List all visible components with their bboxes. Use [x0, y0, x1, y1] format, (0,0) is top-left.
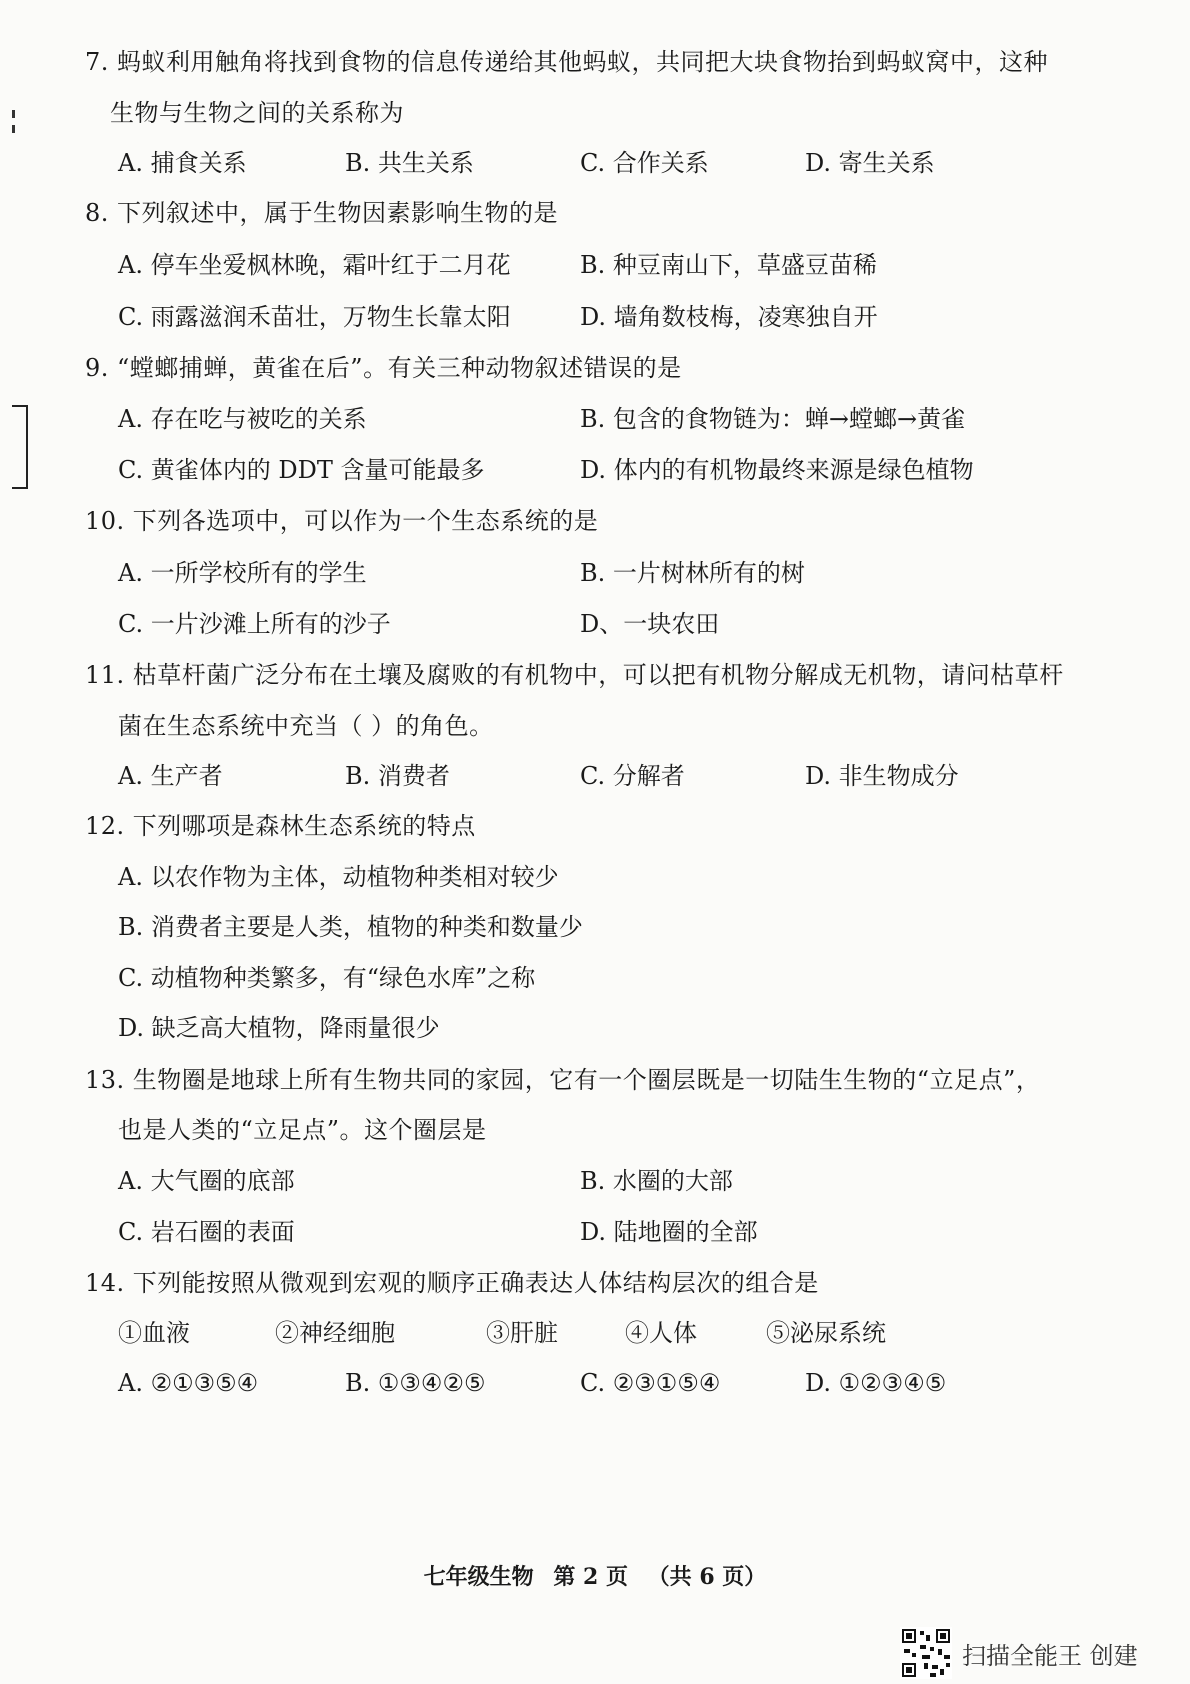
q12-option-a: A. 以农作物为主体，动植物种类相对较少: [118, 863, 559, 891]
q12-stem: 12. 下列哪项是森林生态系统的特点: [85, 812, 476, 840]
q11-option-c: C. 分解者: [580, 762, 685, 790]
binding-bracket: [12, 405, 28, 489]
scanner-watermark-text: 扫描全能王 创建: [962, 1641, 1138, 1670]
margin-mark: [12, 110, 15, 118]
q11-option-d: D. 非生物成分: [805, 762, 959, 790]
q14-option-a: A. ②①③⑤④: [118, 1369, 259, 1397]
q13-stem-line2: 也是人类的“立足点”。这个圈层是: [118, 1116, 487, 1144]
q7-option-b: B. 共生关系: [345, 149, 474, 177]
q8-stem: 8. 下列叙述中，属于生物因素影响生物的是: [85, 199, 559, 227]
q9-option-a: A. 存在吃与被吃的关系: [118, 405, 367, 433]
q9-option-d: D. 体内的有机物最终来源是绿色植物: [580, 456, 974, 484]
footer-grade-subject: 七年级生物: [423, 1564, 534, 1590]
q8-option-c: C. 雨露滋润禾苗壮，万物生长靠太阳: [118, 303, 511, 331]
q8-option-b: B. 种豆南山下，草盛豆苗稀: [580, 251, 877, 279]
q9-stem: 9. “螳螂捕蝉，黄雀在后”。有关三种动物叙述错误的是: [85, 354, 682, 382]
q14-stem: 14. 下列能按照从微观到宏观的顺序正确表达人体结构层次的组合是: [85, 1269, 819, 1297]
footer-page-number: 第 2 页: [553, 1564, 628, 1590]
q7-stem-line2: 生物与生物之间的关系称为: [110, 99, 404, 127]
q10-option-c: C. 一片沙滩上所有的沙子: [118, 610, 391, 638]
q11-option-b: B. 消费者: [345, 762, 450, 790]
q14-item-2: ②神经细胞: [275, 1319, 395, 1347]
q11-option-a: A. 生产者: [118, 762, 223, 790]
q11-stem-line1: 11. 枯草杆菌广泛分布在土壤及腐败的有机物中，可以把有机物分解成无机物，请问枯草杆: [85, 661, 1064, 689]
q14-item-1: ①血液: [118, 1319, 190, 1347]
q9-option-c: C. 黄雀体内的 DDT 含量可能最多: [118, 456, 485, 484]
q13-option-c: C. 岩石圈的表面: [118, 1218, 295, 1246]
q13-option-b: B. 水圈的大部: [580, 1167, 733, 1195]
q8-option-d: D. 墙角数枝梅，凌寒独自开: [580, 303, 878, 331]
q13-option-d: D. 陆地圈的全部: [580, 1218, 758, 1246]
q14-item-3: ③肝脏: [486, 1319, 558, 1347]
q12-option-b: B. 消费者主要是人类，植物的种类和数量少: [118, 913, 583, 941]
q13-stem-line1: 13. 生物圈是地球上所有生物共同的家园，它有一个圈层既是一切陆生生物的“立足点”，: [85, 1066, 1041, 1094]
qr-code-icon: [900, 1627, 952, 1679]
q7-stem-line1: 7. 蚂蚁利用触角将找到食物的信息传递给其他蚂蚁，共同把大块食物抬到蚂蚁窝中，这种: [85, 48, 1049, 76]
page-footer: [0, 1560, 1190, 1591]
q7-option-c: C. 合作关系: [580, 149, 709, 177]
q10-option-d: D、一块农田: [580, 610, 720, 638]
footer-total-pages: （共 6 页）: [647, 1564, 767, 1590]
q14-option-b: B. ①③④②⑤: [345, 1369, 486, 1397]
q13-option-a: A. 大气圈的底部: [118, 1167, 295, 1195]
q14-item-5: ⑤泌尿系统: [766, 1319, 886, 1347]
q14-option-c: C. ②③①⑤④: [580, 1369, 721, 1397]
q10-option-b: B. 一片树林所有的树: [580, 559, 805, 587]
q10-stem: 10. 下列各选项中，可以作为一个生态系统的是: [85, 507, 599, 535]
q10-option-a: A. 一所学校所有的学生: [118, 559, 367, 587]
q7-option-d: D. 寄生关系: [805, 149, 935, 177]
q12-option-c: C. 动植物种类繁多，有“绿色水库”之称: [118, 964, 536, 992]
q9-option-b: B. 包含的食物链为：蝉→螳螂→黄雀: [580, 405, 966, 433]
q8-option-a: A. 停车坐爱枫林晚，霜叶红于二月花: [118, 251, 511, 279]
q7-option-a: A. 捕食关系: [118, 149, 247, 177]
scanner-watermark: [900, 1627, 1138, 1679]
q11-stem-line2: 菌在生态系统中充当（ ）的角色。: [118, 712, 494, 740]
q12-option-d: D. 缺乏高大植物，降雨量很少: [118, 1014, 440, 1042]
q14-item-4: ④人体: [625, 1319, 697, 1347]
margin-mark: [12, 125, 15, 133]
q14-option-d: D. ①②③④⑤: [805, 1369, 947, 1397]
